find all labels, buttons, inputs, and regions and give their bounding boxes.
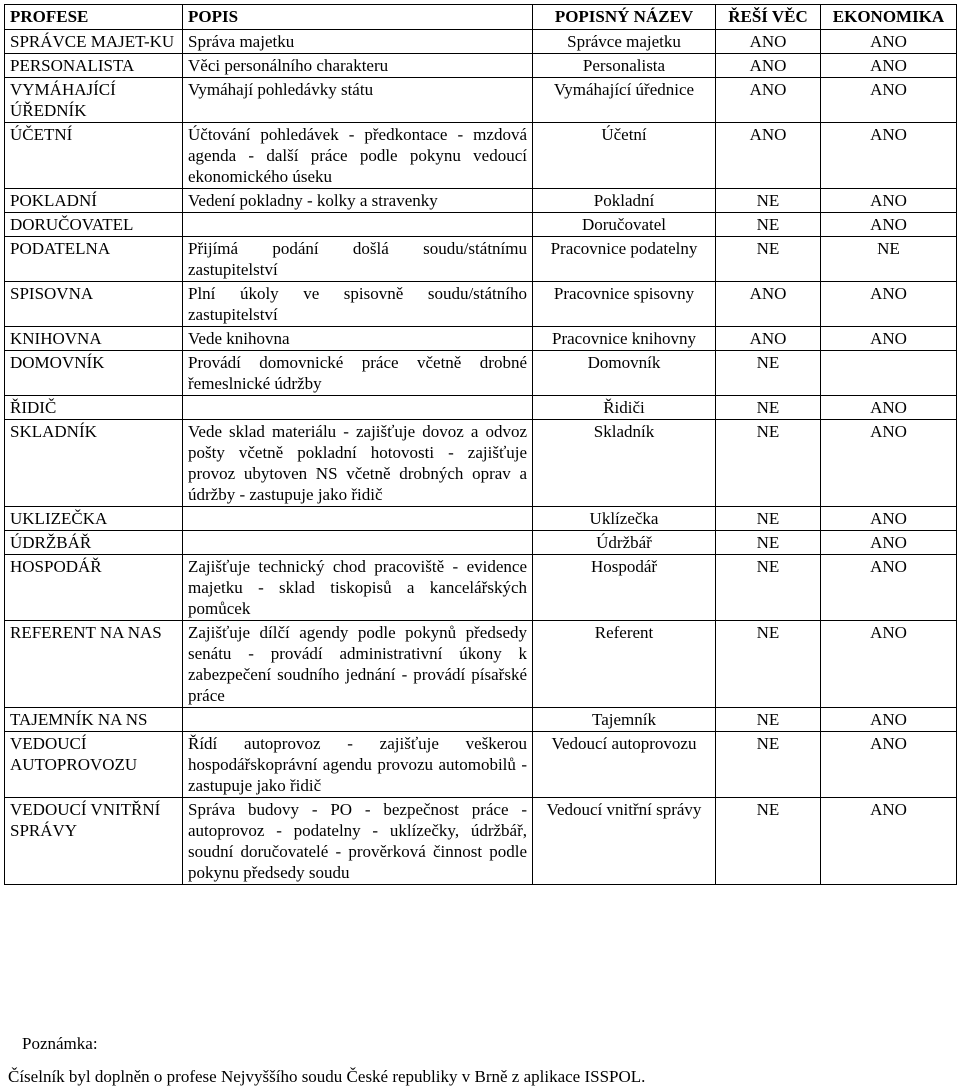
cell-ekonomika: ANO <box>821 282 957 327</box>
table-row <box>5 213 957 237</box>
cell-popisny-nazev: Správce majetku <box>533 30 716 54</box>
cell-profese: VEDOUCÍ VNITŘNÍ SPRÁVY <box>5 798 183 885</box>
table-row <box>5 420 957 507</box>
cell-resi-vec: ANO <box>716 30 821 54</box>
table-row <box>5 798 957 885</box>
cell-popis: Vedení pokladny - kolky a stravenky <box>183 189 533 213</box>
cell-profese: PODATELNA <box>5 237 183 282</box>
table-row <box>5 507 957 531</box>
cell-popis: Zajišťuje dílčí agendy podle pokynů předsedy senátu - provádí administrativní úkony k zabezpečení soudního jednání - provádí písařské práce <box>183 621 533 708</box>
cell-ekonomika: NE <box>821 237 957 282</box>
cell-profese: PERSONALISTA <box>5 54 183 78</box>
cell-profese: SKLADNÍK <box>5 420 183 507</box>
cell-popisny-nazev: Pokladní <box>533 189 716 213</box>
cell-ekonomika: ANO <box>821 213 957 237</box>
cell-resi-vec: ANO <box>716 54 821 78</box>
cell-popisny-nazev: Skladník <box>533 420 716 507</box>
table-row <box>5 54 957 78</box>
cell-ekonomika: ANO <box>821 396 957 420</box>
cell-popisny-nazev: Personalista <box>533 54 716 78</box>
cell-popisny-nazev: Referent <box>533 621 716 708</box>
cell-resi-vec: ANO <box>716 327 821 351</box>
table-row <box>5 327 957 351</box>
cell-resi-vec: NE <box>716 531 821 555</box>
cell-popisny-nazev: Hospodář <box>533 555 716 621</box>
cell-popisny-nazev: Vymáhající úřednice <box>533 78 716 123</box>
cell-popis: Správa majetku <box>183 30 533 54</box>
cell-resi-vec: NE <box>716 189 821 213</box>
cell-popisny-nazev: Řidiči <box>533 396 716 420</box>
cell-profese: VYMÁHAJÍCÍ ÚŘEDNÍK <box>5 78 183 123</box>
cell-profese: DORUČOVATEL <box>5 213 183 237</box>
table-row <box>5 30 957 54</box>
cell-resi-vec: NE <box>716 351 821 396</box>
cell-popis: Správa budovy - PO - bezpečnost práce - autoprovoz - podatelny - uklízečky, údržbář, soudní doručovatelé - prověrková činnost podle pokynu předsedy soudu <box>183 798 533 885</box>
cell-resi-vec: NE <box>716 213 821 237</box>
cell-resi-vec: NE <box>716 507 821 531</box>
cell-popis: Zajišťuje technický chod pracoviště - evidence majetku - sklad tiskopisů a kancelářských pomůcek <box>183 555 533 621</box>
cell-profese: POKLADNÍ <box>5 189 183 213</box>
cell-ekonomika: ANO <box>821 798 957 885</box>
cell-resi-vec: NE <box>716 621 821 708</box>
profession-table <box>4 4 957 885</box>
table-row <box>5 237 957 282</box>
table-row <box>5 189 957 213</box>
cell-ekonomika <box>821 351 957 396</box>
cell-profese: DOMOVNÍK <box>5 351 183 396</box>
header-resi-vec: ŘEŠÍ VĚC <box>716 5 821 30</box>
cell-ekonomika: ANO <box>821 708 957 732</box>
cell-popisny-nazev: Domovník <box>533 351 716 396</box>
cell-popis: Věci personálního charakteru <box>183 54 533 78</box>
cell-ekonomika: ANO <box>821 507 957 531</box>
table-row <box>5 78 957 123</box>
cell-resi-vec: NE <box>716 708 821 732</box>
cell-popis <box>183 213 533 237</box>
cell-profese: ÚDRŽBÁŘ <box>5 531 183 555</box>
cell-resi-vec: ANO <box>716 282 821 327</box>
cell-ekonomika: ANO <box>821 54 957 78</box>
note-label: Poznámka: <box>22 1034 98 1053</box>
cell-profese: HOSPODÁŘ <box>5 555 183 621</box>
cell-ekonomika: ANO <box>821 555 957 621</box>
cell-popisny-nazev: Doručovatel <box>533 213 716 237</box>
table-row <box>5 621 957 708</box>
cell-profese: REFERENT NA NAS <box>5 621 183 708</box>
cell-profese: UKLIZEČKA <box>5 507 183 531</box>
cell-profese: VEDOUCÍ AUTOPROVOZU <box>5 732 183 798</box>
cell-resi-vec: NE <box>716 237 821 282</box>
cell-popis <box>183 708 533 732</box>
cell-profese: SPRÁVCE MAJET-KU <box>5 30 183 54</box>
cell-popisny-nazev: Pracovnice knihovny <box>533 327 716 351</box>
cell-profese: ŘIDIČ <box>5 396 183 420</box>
cell-popisny-nazev: Tajemník <box>533 708 716 732</box>
cell-resi-vec: ANO <box>716 123 821 189</box>
footer-note: Číselník byl doplněn o profese Nejvyššího soudu České republiky v Brně z aplikace ISSPOL. <box>8 1067 646 1086</box>
cell-popisny-nazev: Uklízečka <box>533 507 716 531</box>
table-row <box>5 708 957 732</box>
header-ekonomika: EKONOMIKA <box>821 5 957 30</box>
cell-resi-vec: NE <box>716 420 821 507</box>
cell-popis: Provádí domovnické práce včetně drobné řemeslnické údržby <box>183 351 533 396</box>
cell-popis: Vymáhají pohledávky státu <box>183 78 533 123</box>
cell-profese: TAJEMNÍK NA NS <box>5 708 183 732</box>
cell-ekonomika: ANO <box>821 327 957 351</box>
cell-popis <box>183 531 533 555</box>
table-row <box>5 555 957 621</box>
cell-ekonomika: ANO <box>821 189 957 213</box>
cell-popis <box>183 396 533 420</box>
cell-popisny-nazev: Údržbář <box>533 531 716 555</box>
header-popisny-nazev: POPISNÝ NÁZEV <box>533 5 716 30</box>
cell-profese: ÚČETNÍ <box>5 123 183 189</box>
cell-ekonomika: ANO <box>821 420 957 507</box>
table-row <box>5 351 957 396</box>
cell-ekonomika: ANO <box>821 30 957 54</box>
cell-popis: Vede knihovna <box>183 327 533 351</box>
cell-ekonomika: ANO <box>821 78 957 123</box>
table-row <box>5 732 957 798</box>
cell-ekonomika: ANO <box>821 531 957 555</box>
cell-resi-vec: NE <box>716 798 821 885</box>
cell-profese: KNIHOVNA <box>5 327 183 351</box>
cell-popis: Účtování pohledávek - předkontace - mzdová agenda - další práce podle pokynu vedoucí ekonomického úseku <box>183 123 533 189</box>
cell-ekonomika: ANO <box>821 123 957 189</box>
table-row <box>5 531 957 555</box>
header-row <box>5 5 957 30</box>
cell-popisny-nazev: Vedoucí vnitřní správy <box>533 798 716 885</box>
cell-popisny-nazev: Pracovnice podatelny <box>533 237 716 282</box>
table-row <box>5 123 957 189</box>
table-body <box>5 30 957 885</box>
cell-popisny-nazev: Účetní <box>533 123 716 189</box>
header-popis: POPIS <box>183 5 533 30</box>
table-row <box>5 282 957 327</box>
cell-resi-vec: NE <box>716 555 821 621</box>
cell-popis: Řídí autoprovoz - zajišťuje veškerou hospodářskoprávní agendu provozu automobilů - zastupuje jako řidič <box>183 732 533 798</box>
cell-ekonomika: ANO <box>821 732 957 798</box>
cell-popis: Plní úkoly ve spisovně soudu/státního zastupitelství <box>183 282 533 327</box>
cell-popisny-nazev: Pracovnice spisovny <box>533 282 716 327</box>
table-row <box>5 396 957 420</box>
cell-resi-vec: NE <box>716 396 821 420</box>
cell-resi-vec: NE <box>716 732 821 798</box>
cell-popis <box>183 507 533 531</box>
header-profese: PROFESE <box>5 5 183 30</box>
cell-popisny-nazev: Vedoucí autoprovozu <box>533 732 716 798</box>
cell-popis: Přijímá podání došlá soudu/státnímu zastupitelství <box>183 237 533 282</box>
cell-profese: SPISOVNA <box>5 282 183 327</box>
cell-popis: Vede sklad materiálu - zajišťuje dovoz a odvoz pošty včetně pokladní hotovosti - zajišťuje provoz ubytoven NS včetně drobných oprav a údržby - zastupuje jako řidič <box>183 420 533 507</box>
cell-ekonomika: ANO <box>821 621 957 708</box>
cell-resi-vec: ANO <box>716 78 821 123</box>
